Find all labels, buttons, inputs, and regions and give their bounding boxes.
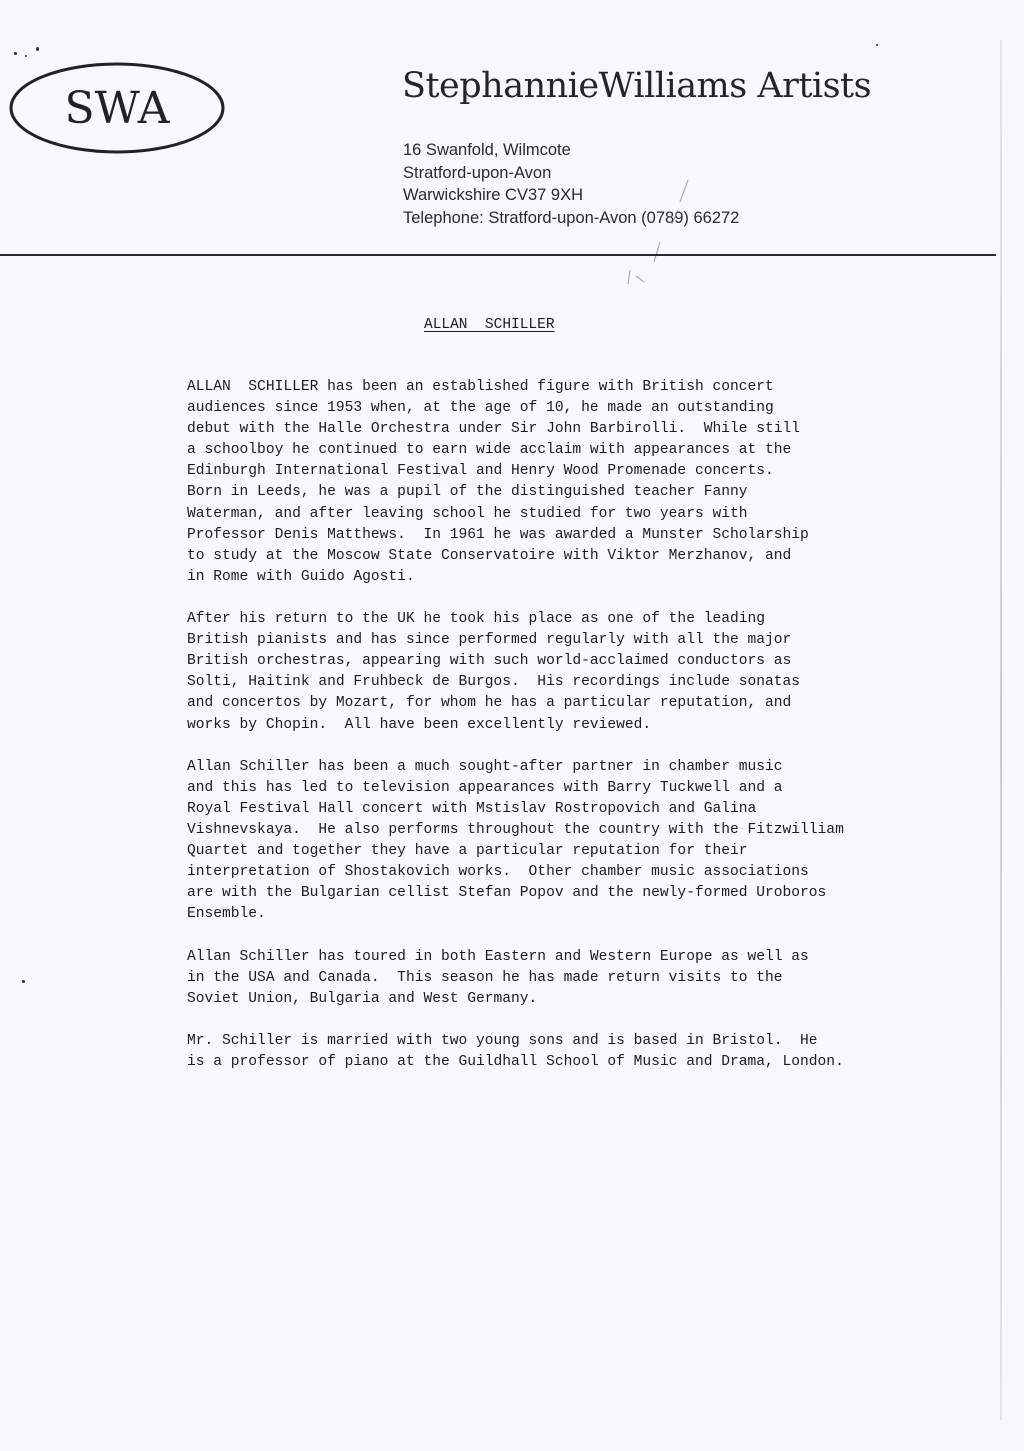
text-line: Mr. Schiller is married with two young sons and is based in Bristol. He — [187, 1032, 818, 1049]
text-line: Allan Schiller has toured in both Eastern and Western Europe as well as — [187, 948, 809, 965]
address-line: Stratford-upon-Avon — [403, 163, 552, 182]
text-line: Edinburgh International Festival and Henry Wood Promenade concerts. — [187, 463, 774, 480]
biography-body — [187, 377, 987, 1094]
text-line: are with the Bulgarian cellist Stefan Popov and the newly-formed Uroboros — [187, 885, 827, 902]
text-line: ALLAN SCHILLER has been an established figure with British concert — [187, 379, 774, 395]
text-line: Royal Festival Hall concert with Mstislav Rostropovich and Galina — [187, 800, 757, 817]
scan-speck — [22, 980, 25, 983]
address-line: Warwickshire CV37 9XH — [403, 186, 584, 204]
pencil-mark — [600, 180, 700, 290]
paragraph-1 — [187, 377, 987, 588]
swa-logo — [8, 60, 226, 156]
text-line: debut with the Halle Orchestra under Sir John Barbirolli. While still — [187, 421, 801, 438]
text-line: Allan Schiller has been a much sought-after partner in chamber music — [187, 758, 783, 775]
agency-name: StephannieWilliams Artists — [402, 66, 872, 106]
text-line: British orchestras, appearing with such world-acclaimed conductors as — [187, 653, 792, 670]
page-edge-shadow — [1000, 40, 1002, 1420]
text-line: audiences since 1953 when, at the age of 10, he made an outstanding — [187, 400, 774, 417]
document-title: ALLAN SCHILLER — [424, 317, 555, 333]
scan-speck — [14, 52, 17, 55]
scan-speck — [876, 44, 878, 46]
paragraph-5 — [187, 1031, 987, 1073]
text-line: is a professor of piano at the Guildhall School of Music and Drama, London. — [187, 1054, 844, 1070]
text-line: Born in Leeds, he was a pupil of the distinguished teacher Fanny — [187, 484, 748, 501]
text-line: British pianists and has since performed regularly with all the major — [187, 632, 792, 649]
scan-speck — [36, 47, 39, 51]
text-line: Professor Denis Matthews. In 1961 he was awarded a Munster Scholarship — [187, 526, 809, 543]
text-line: Quartet and together they have a particular reputation for their — [187, 843, 748, 860]
text-line: and this has led to television appearances with Barry Tuckwell and a — [187, 779, 783, 796]
text-line: and concertos by Mozart, for whom he has a particular reputation, and — [187, 695, 792, 712]
scan-speck — [25, 55, 27, 57]
text-line: to study at the Moscow State Conservatoire with Viktor Merzhanov, and — [187, 547, 792, 564]
paragraph-3 — [187, 757, 987, 926]
paragraph-2 — [187, 609, 987, 736]
telephone-line: Telephone: Stratford-upon-Avon (0789) 66272 — [403, 208, 740, 227]
text-line: a schoolboy he continued to earn wide acclaim with appearances at the — [187, 442, 792, 459]
text-line: Waterman, and after leaving school he studied for two years with — [187, 505, 748, 522]
text-line: in Rome with Guido Agosti. — [187, 568, 415, 585]
text-line: Solti, Haitink and Fruhbeck de Burgos. His recordings include sonatas — [187, 674, 801, 691]
text-line: After his return to the UK he took his place as one of the leading — [187, 611, 766, 628]
letterhead-divider — [0, 254, 996, 256]
text-line: interpretation of Shostakovich works. Other chamber music associations — [187, 864, 809, 881]
address-line: 16 Swanfold, Wilmcote — [403, 141, 571, 159]
text-line: Vishnevskaya. He also performs throughout the country with the Fitzwilliam — [187, 821, 844, 838]
text-line: works by Chopin. All have been excellently reviewed. — [187, 716, 652, 733]
paragraph-4 — [187, 947, 987, 1010]
text-line: Soviet Union, Bulgaria and West Germany. — [187, 990, 538, 1007]
text-line: Ensemble. — [187, 906, 266, 923]
text-line: in the USA and Canada. This season he has made return visits to the — [187, 969, 783, 986]
logo-text: SWA — [64, 83, 170, 134]
